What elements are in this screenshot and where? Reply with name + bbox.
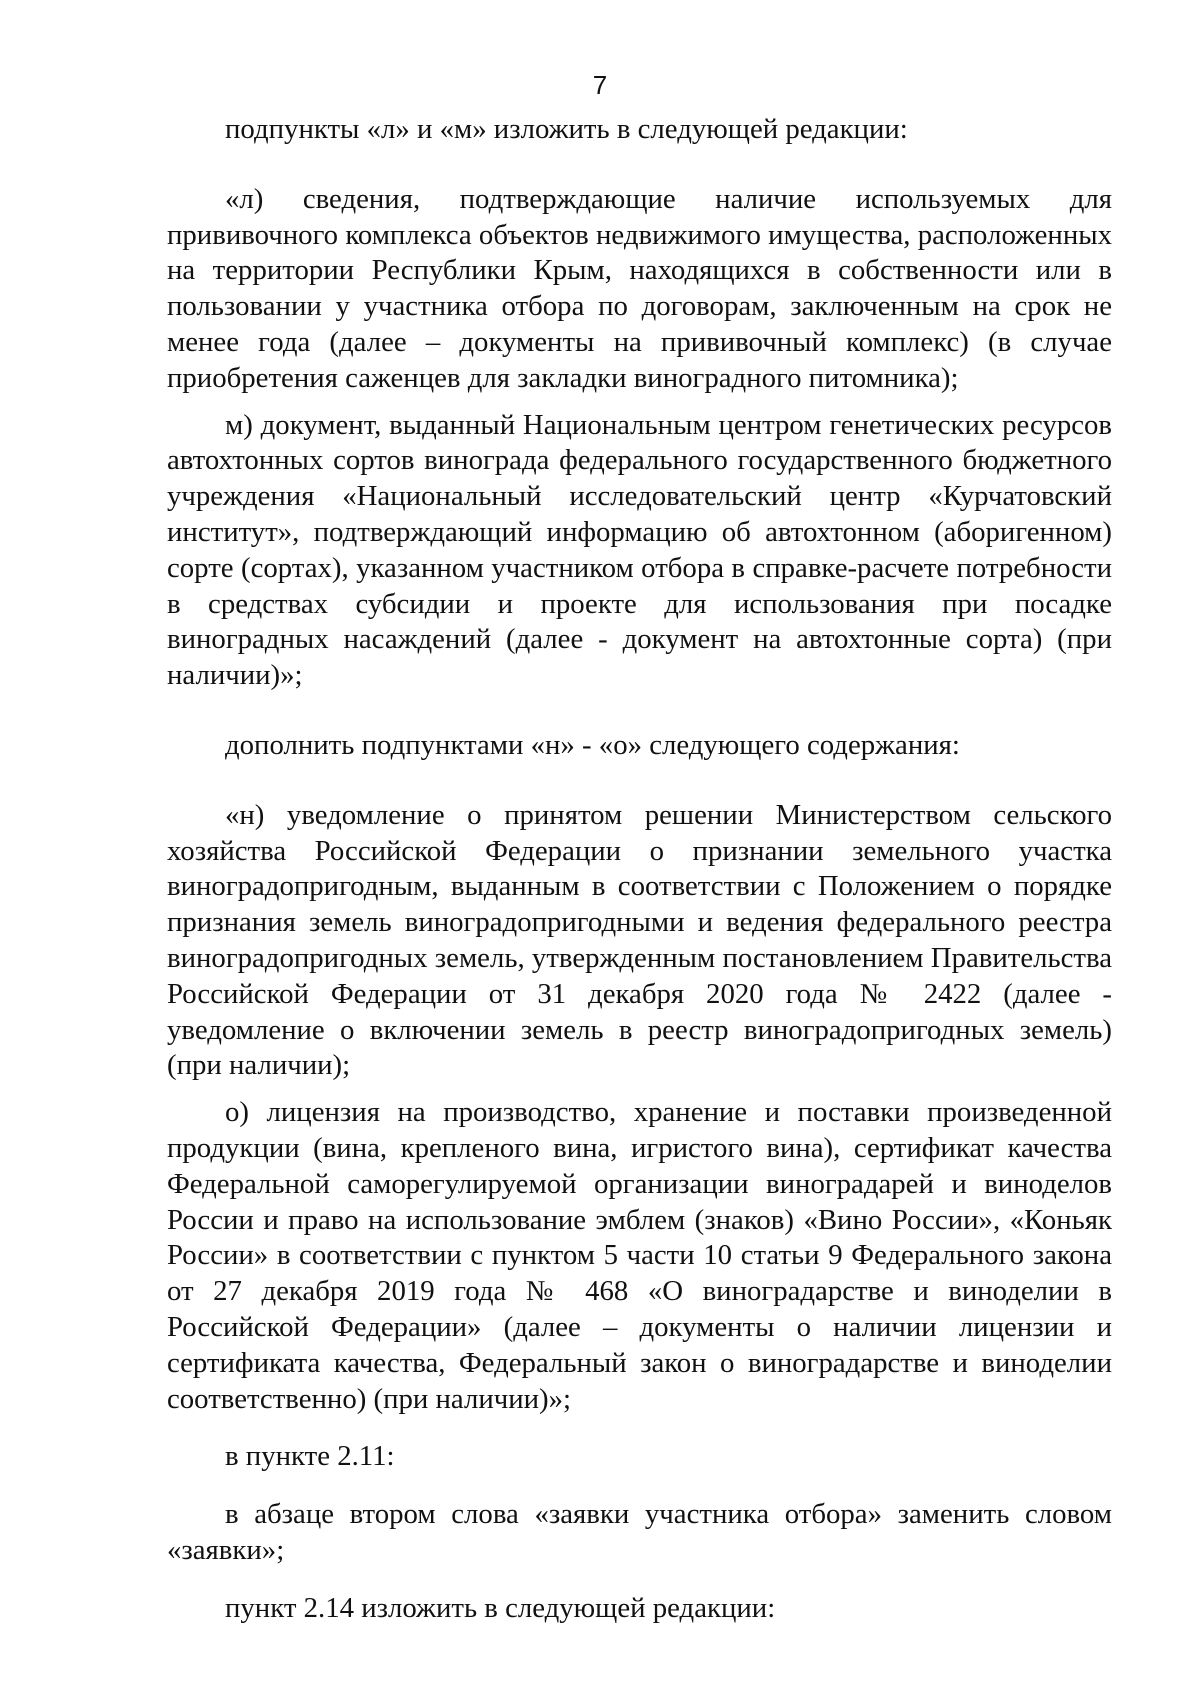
paragraph-intro-n-o: дополнить подпунктами «н» - «о» следующего содержания: [225,728,960,761]
document-body [167,112,1112,1626]
spacer [167,1417,1112,1439]
spacer [167,397,1112,408]
paragraph-item-2-14: пункт 2.14 изложить в следующей редакции: [225,1591,776,1624]
paragraph-subitem-o: о) лицензия на производство, хранение и поставки произведенной продукции (вина, крепленого вина, игристого вина), сертификат качества Федеральной саморегулируемой организации виноградарей и виноделов России и право на использование эмблем (знаков) «Вино России», «Коньяк России» в соответствии с пунктом 5 части 10 статьи 9 Федерального закона от 27 декабря 2019 года № 468 «О виноградарстве и виноделии в Российской Федерации» (далее – документы о наличии лицензии и сертификата качества, Федеральный закон о виноградарстве и виноделии соответственно) (при наличии)»; [167,1096,1112,1415]
paragraph-second-paragraph-change: в абзаце втором слова «заявки участника отбора» заменить словом «заявки»; [167,1498,1112,1566]
spacer [167,764,1112,798]
paragraph-subitem-n: «н) уведомление о принятом решении Министерством сельского хозяйства Российской Федерации о признании земельного участка виноградопригодным, выданным в соответствии с Положением о порядке признания земель виноградопригодными и ведения федерального реестра виноградопригодных земель, утвержденным постановлением Правительства Российской Федерации от 31 декабря 2020 года № 2422 (далее - уведомление о включении земель в реестр виноградопригодных земель) (при наличии); [167,798,1112,1082]
paragraph-subitem-l: «л) сведения, подтверждающие наличие используемых для прививочного комплекса объектов недвижимого имущества, расположенных на территории Республики Крым, находящихся в собственности или в пользовании у участника отбора по договорам, заключенным на срок не менее года (далее – документы на прививочный комплекс) (в случае приобретения саженцев для закладки виноградного питомника); [167,182,1112,394]
paragraph-subitem-m: м) документ, выданный Национальным центром генетических ресурсов автохтонных сортов винограда федерального государственного бюджетного учреждения «Национальный исследовательский центр «Курчатовский институт», подтверждающий информацию об автохтонном (аборигенном) сорте (сортах), указанном участником отбора в справке-расчете потребности в средствах субсидии и проекте для использования при посадке виноградных насаждений (далее - документ на автохтонные сорта) (при наличии)»; [167,408,1112,692]
spacer [167,1569,1112,1591]
spacer [167,1475,1112,1497]
page-number: 7 [592,70,608,100]
paragraph-intro-l-m: подпункты «л» и «м» изложить в следующей редакции: [225,113,908,145]
spacer [167,148,1112,182]
spacer [167,1084,1112,1095]
paragraph-item-2-11: в пункте 2.11: [225,1440,395,1473]
spacer [167,694,1112,728]
